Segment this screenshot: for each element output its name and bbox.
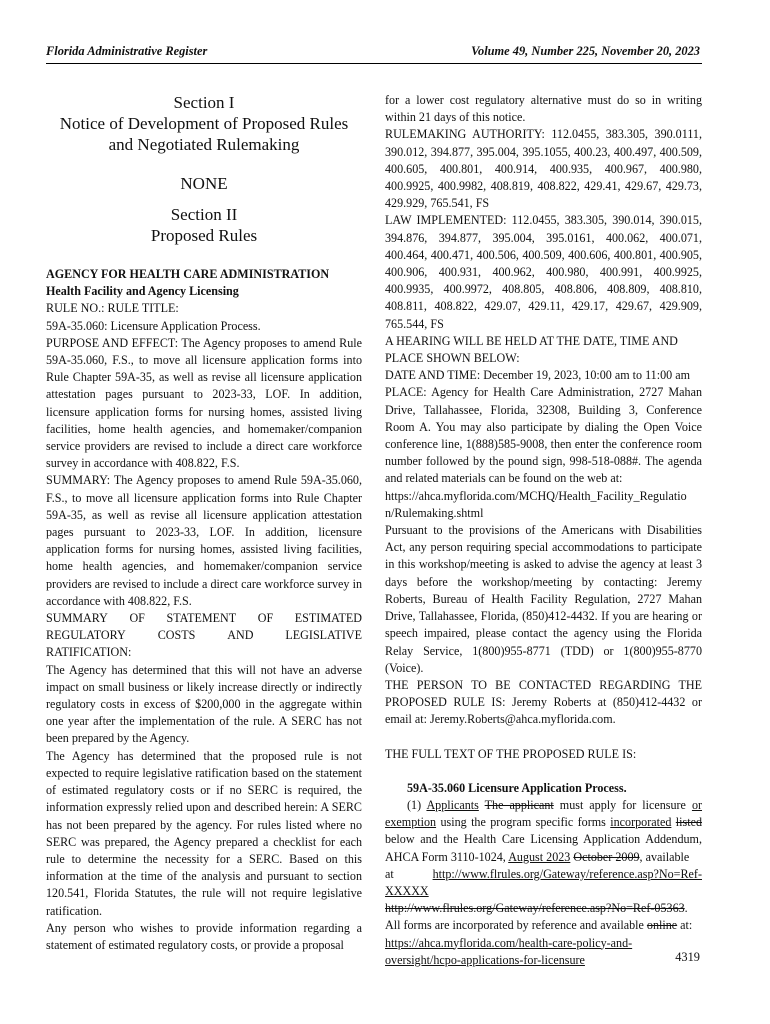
division-heading: Health Facility and Agency Licensing xyxy=(46,284,239,299)
none-label: NONE xyxy=(180,174,228,193)
rule-text: , available xyxy=(639,849,690,864)
reference-url-line xyxy=(385,866,702,883)
serc-paragraph-2: The Agency has determined that the proposed rule is not expected to require legislative ratification based on the statement of estimated regulatory costs or if no SERC is required, the information expressly relied upon and described herein: A SERC has not been prepared by the agency. For rules listed where no SERC was prepared, the Agency prepared a checklist for each rule to determine the necessity for a SERC. Based on this information at the time of the analysis and pursuant to section 120.541, Florida Statutes, the rule will not require legislative ratification. xyxy=(46,748,362,918)
rule-text: must apply for licensure xyxy=(553,797,692,812)
deleted-text: October 2009 xyxy=(573,849,640,864)
section-1-subtitle-2: and Negotiated Rulemaking xyxy=(108,135,300,154)
rule-no-title-label: RULE NO.: RULE TITLE: xyxy=(46,301,179,316)
inserted-text: exemption xyxy=(385,815,437,830)
rule-subsection-number: (1) xyxy=(407,797,427,812)
rule-no-title: 59A-35.060: Licensure Application Process. xyxy=(46,318,261,333)
rule-text: at: xyxy=(677,918,693,933)
deleted-text: listed xyxy=(675,815,702,830)
serc-heading-line-3: RATIFICATION: xyxy=(46,645,132,660)
left-column xyxy=(46,84,362,954)
agenda-url-line-1[interactable]: https://ahca.myflorida.com/MCHQ/Health_Facility_Regulatio xyxy=(385,488,687,503)
contact-person: THE PERSON TO BE CONTACTED REGARDING THE PROPOSED RULE IS: Jeremy Roberts at (850)412-4432 or email at: Jeremy.Roberts@ahca.myflorida.com. xyxy=(385,677,702,727)
serc-paragraph-1: The Agency has determined that this will not have an adverse impact on small business or likely increase directly or indirectly regulatory costs in excess of $200,000 in the aggregate within one year after the implementation of the rule. A SERC has not been prepared by the Agency. xyxy=(46,662,362,746)
serc-word: OF xyxy=(129,611,145,626)
inserted-reference-url[interactable]: http://www.flrules.org/Gateway/reference.asp?No=Ref- xyxy=(432,866,702,881)
inserted-text: incorporated xyxy=(610,815,672,830)
forms-url-line-1[interactable]: https://ahca.myflorida.com/health-care-policy-and- xyxy=(385,935,633,950)
serc-paragraph-3: Any person who wishes to provide information regarding a statement of estimated regulatory costs, or provide a proposal xyxy=(46,920,362,952)
agenda-url-line-2[interactable]: n/Rulemaking.shtml xyxy=(385,505,484,520)
full-text-heading: THE FULL TEXT OF THE PROPOSED RULE IS: xyxy=(385,746,637,761)
rule-text: using the program specific forms xyxy=(436,815,611,830)
hearing-date-time: DATE AND TIME: December 19, 2023, 10:00 am to 11:00 am xyxy=(385,368,690,383)
running-header-right: Volume 49, Number 225, November 20, 2023 xyxy=(471,44,700,58)
serc-word: OF xyxy=(257,611,274,626)
section-2-title: Section II xyxy=(170,205,238,224)
header-rule xyxy=(46,63,702,64)
section-1-title: Section I xyxy=(173,93,235,112)
continuation-text: for a lower cost regulatory alternative must do so in writing within 21 days of this notice. xyxy=(385,93,702,125)
forms-url-line-2[interactable]: oversight/hcpo-applications-for-licensure xyxy=(385,952,585,967)
serc-heading-line-1 xyxy=(46,610,362,627)
section-1-subtitle-1: Notice of Development of Proposed Rules xyxy=(59,114,349,133)
serc-word: ESTIMATED xyxy=(294,611,362,626)
deleted-text: The applicant xyxy=(484,797,554,812)
rule-text-paragraph-1 xyxy=(385,797,702,866)
agency-heading: AGENCY FOR HEALTH CARE ADMINISTRATION xyxy=(46,267,330,281)
rule-text: . xyxy=(684,901,688,916)
rule-text: All forms are incorporated by reference and available xyxy=(385,918,647,933)
serc-word: COSTS xyxy=(157,628,196,643)
right-column xyxy=(385,92,702,969)
hearing-notice: A HEARING WILL BE HELD AT THE DATE, TIME AND PLACE SHOWN BELOW: xyxy=(385,333,678,366)
summary: SUMMARY: The Agency proposes to amend Rule 59A-35.060, F.S., to move all licensure application forms into Rule Chapter 59A-35, as well as revise all licensure application attestation pages pursuant to 2023-33, LOF. In addition, licensure application forms for nursing homes, assisted living facilities, home health agencies, and homemaker/companion service providers are revised to include a direct care workforce survey in accordance with 408.822, F.S. xyxy=(46,473,362,608)
serc-word: REGULATORY xyxy=(46,628,126,643)
serc-heading-line-2 xyxy=(46,627,362,644)
section-2-subtitle: Proposed Rules xyxy=(150,226,258,245)
serc-word: STATEMENT xyxy=(166,611,237,626)
inserted-text: or xyxy=(691,797,703,812)
rule-text: at xyxy=(385,866,394,881)
rulemaking-authority: RULEMAKING AUTHORITY: 112.0455, 383.305, 390.0111, 390.012, 394.877, 395.004, 395.1055, 400.23, 400.497, 400.509, 400.605, 400.801, 400.914, 400.935, 400.967, 400.980, 400.9925, 400.9982, 408.819, 408.822, 429.41, 429.67, 429.73, 429.929, 765.541, FS xyxy=(385,127,702,211)
deleted-text: online xyxy=(646,918,678,933)
page-number: 4319 xyxy=(675,950,700,964)
inserted-text: Applicants xyxy=(426,797,479,812)
serc-word: LEGISLATIVE xyxy=(285,628,362,643)
inserted-reference-url-cont[interactable]: XXXXX xyxy=(385,883,429,898)
hearing-place: PLACE: Agency for Health Care Administration, 2727 Mahan Drive, Tallahassee, Florida, 32308, Building 3, Conference Room A. You may also participate by dialing the Open Voice conference line, 1(888)585-9008, then enter the conference room number followed by the pound sign, 998-518-088#. The agenda and related materials can be found on the web at: xyxy=(385,385,702,486)
serc-word: AND xyxy=(227,628,254,643)
rule-text-heading: 59A-35.060 Licensure Application Process. xyxy=(407,780,627,795)
purpose-and-effect: PURPOSE AND EFFECT: The Agency proposes to amend Rule 59A-35.060, F.S., to move all licensure application forms into Rule Chapter 59A-35, as well as revise all licensure application attestation pages pursuant to 2023-33, LOF. In addition, licensure application forms for nursing homes, assisted living facilities, home health agencies, and homemaker/companion service providers are revised to include a direct care workforce survey in accordance with 408.822, F.S. xyxy=(46,335,362,471)
rule-text: below and the Health Care Licensing Application Addendum, AHCA Form 3110-1024, xyxy=(385,832,702,864)
deleted-reference-url: http://www.flrules.org/Gateway/reference.asp?No=Ref-05363 xyxy=(385,901,685,916)
ada-notice: Pursuant to the provisions of the Americans with Disabilities Act, any person requiring special accommodations to participate in this workshop/meeting is asked to advise the agency at least 3 days before the workshop/meeting by contacting: Jeremy Roberts, Bureau of Health Facility Regulation, 2727 Mahan Drive, Tallahassee, Florida, (850)412-4432. If you are hearing or speech impaired, please contact the agency using the Florida Relay Service, 1(800)955-8771 (TDD) or 1(800)955-8770 (Voice). xyxy=(385,523,702,675)
inserted-text: August 2023 xyxy=(508,849,571,864)
law-implemented: LAW IMPLEMENTED: 112.0455, 383.305, 390.014, 390.015, 394.876, 394.877, 395.004, 395.0161, 400.062, 400.071, 400.464, 400.471, 400.506, 400.509, 400.606, 400.801, 400.905, 400.906, 400.931, 400.962, 400.980, 400.991, 400.9925, 400.9935, 400.9972, 408.805, 408.806, 408.809, 408.810, 408.811, 408.822, 429.07, 429.11, 429.17, 429.67, 429.909, 765.544, FS xyxy=(385,213,702,331)
serc-word: SUMMARY xyxy=(46,611,108,626)
running-header-left: Florida Administrative Register xyxy=(46,44,208,58)
